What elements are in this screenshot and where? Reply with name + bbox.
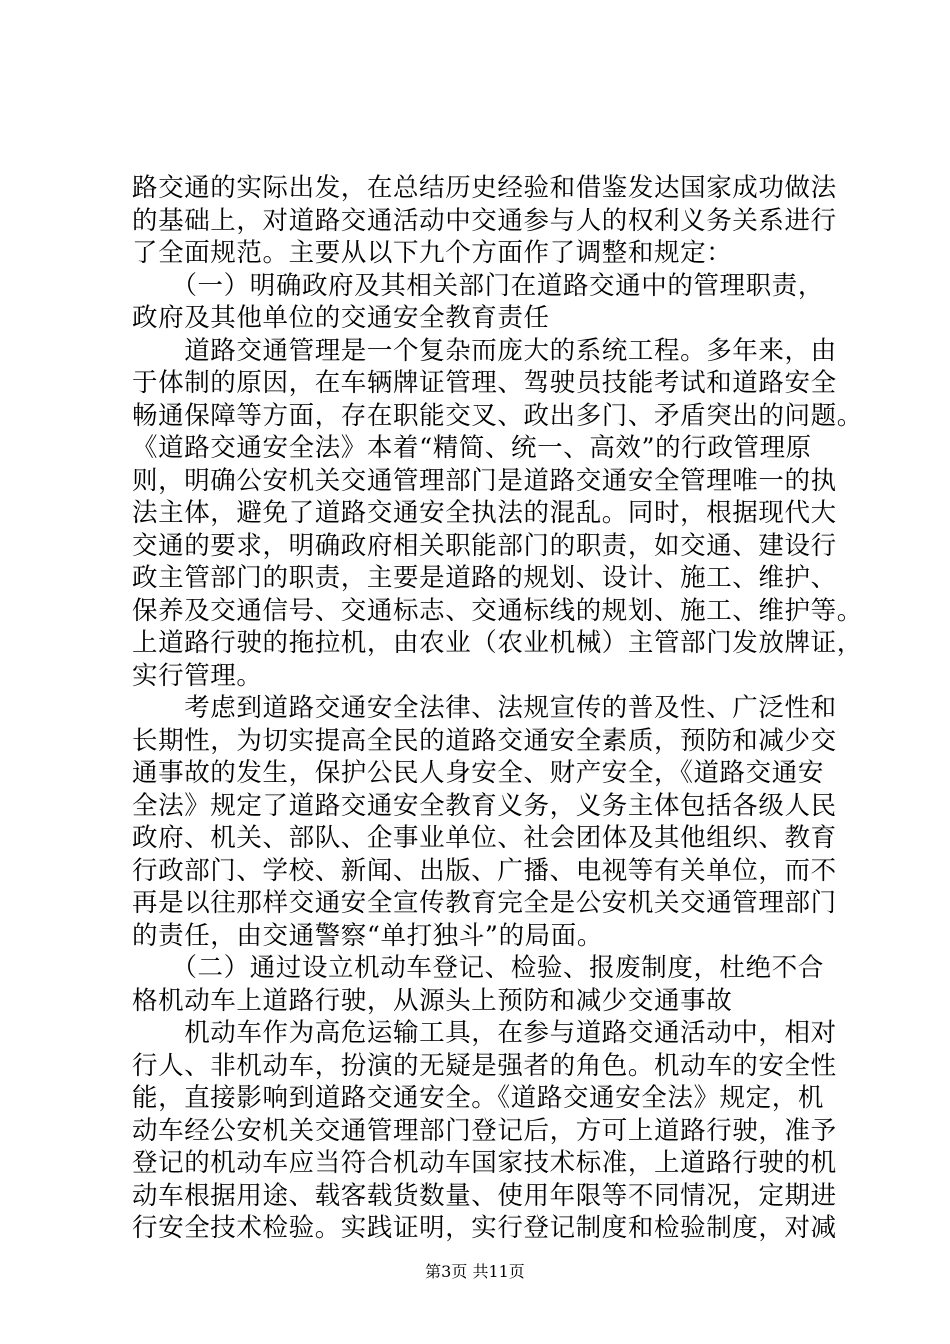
section-heading-line: 格机动车上道路行驶，从源头上预防和减少交通事故: [132, 985, 733, 1016]
text-line: 通事故的发生，保护公民人身安全、财产安全，《道路交通安: [132, 758, 824, 788]
text-line: 政主管部门的职责，主要是道路的规划、设计、施工、维护、: [132, 563, 837, 593]
text-line: 再是以往那样交通安全宣传教育完全是公安机关交通管理部门: [132, 888, 837, 918]
text-line: 行人、非机动车，扮演的无疑是强者的角色。机动车的安全性: [132, 1050, 837, 1081]
text-line: 的责任，由交通警察“单打独斗”的局面。: [132, 920, 603, 951]
text-line: 动车经公安机关交通管理部门登记后，方可上道路行驶，准予: [132, 1115, 837, 1146]
text-line: 行政部门、学校、新闻、出版、广播、电视等有关单位，而不: [132, 855, 837, 886]
text-line: 畅通保障等方面，存在职能交叉、政出多门、矛盾突出的问题。: [132, 400, 863, 431]
text-line: 了全面规范。主要从以下九个方面作了调整和规定：: [132, 238, 733, 268]
text-line: 则，明确公安机关交通管理部门是道路交通安全管理唯一的执: [132, 465, 837, 496]
text-line: 上道路行驶的拖拉机，由农业（农业机械）主管部门发放牌证，: [132, 628, 863, 658]
body-text: [132, 172, 863, 1245]
text-line: 路交通的实际出发，在总结历史经验和借鉴发达国家成功做法: [132, 173, 837, 203]
section-heading-line: 政府及其他单位的交通安全教育责任: [132, 303, 550, 333]
text-line: 行安全技术检验。实践证明，实行登记制度和检验制度，对减: [132, 1213, 837, 1243]
text-line: 《道路交通安全法》本着“精简、统一、高效”的行政管理原: [132, 433, 812, 463]
text-line: 动车根据用途、载客载货数量、使用年限等不同情况，定期进: [132, 1180, 837, 1211]
text-line: 交通的要求，明确政府相关职能部门的职责，如交通、建设行: [132, 530, 837, 561]
text-line: 实行管理。: [132, 660, 263, 691]
text-line: 登记的机动车应当符合机动车国家技术标准，上道路行驶的机: [132, 1148, 837, 1178]
text-line: 道路交通管理是一个复杂而庞大的系统工程。多年来，由: [132, 335, 837, 366]
text-line: 能，直接影响到道路交通安全。《道路交通安全法》规定，机: [132, 1083, 824, 1113]
section-heading-line: （一）明确政府及其相关部门在道路交通中的管理职责，: [132, 270, 824, 301]
text-line: 法主体，避免了道路交通安全执法的混乱。同时，根据现代大: [132, 498, 837, 528]
text-line: 的基础上，对道路交通活动中交通参与人的权利义务关系进行: [132, 205, 837, 236]
page-footer: [0, 1262, 950, 1282]
section-heading-line: （二）通过设立机动车登记、检验、报废制度，杜绝不合: [132, 953, 824, 983]
text-line: 全法》规定了道路交通安全教育义务，义务主体包括各级人民: [132, 790, 837, 821]
text-line: 机动车作为高危运输工具，在参与道路交通活动中，相对: [132, 1018, 837, 1048]
text-line: 保养及交通信号、交通标志、交通标线的规划、施工、维护等。: [132, 595, 863, 626]
text-line: 考虑到道路交通安全法律、法规宣传的普及性、广泛性和: [132, 693, 837, 723]
text-line: 政府、机关、部队、企事业单位、社会团体及其他组织、教育: [132, 823, 837, 853]
text-line: 长期性，为切实提高全民的道路交通安全素质，预防和减少交: [132, 725, 837, 756]
page-number: 第3页 共11页: [425, 1262, 525, 1281]
text-line: 于体制的原因，在车辆牌证管理、驾驶员技能考试和道路安全: [132, 368, 837, 398]
